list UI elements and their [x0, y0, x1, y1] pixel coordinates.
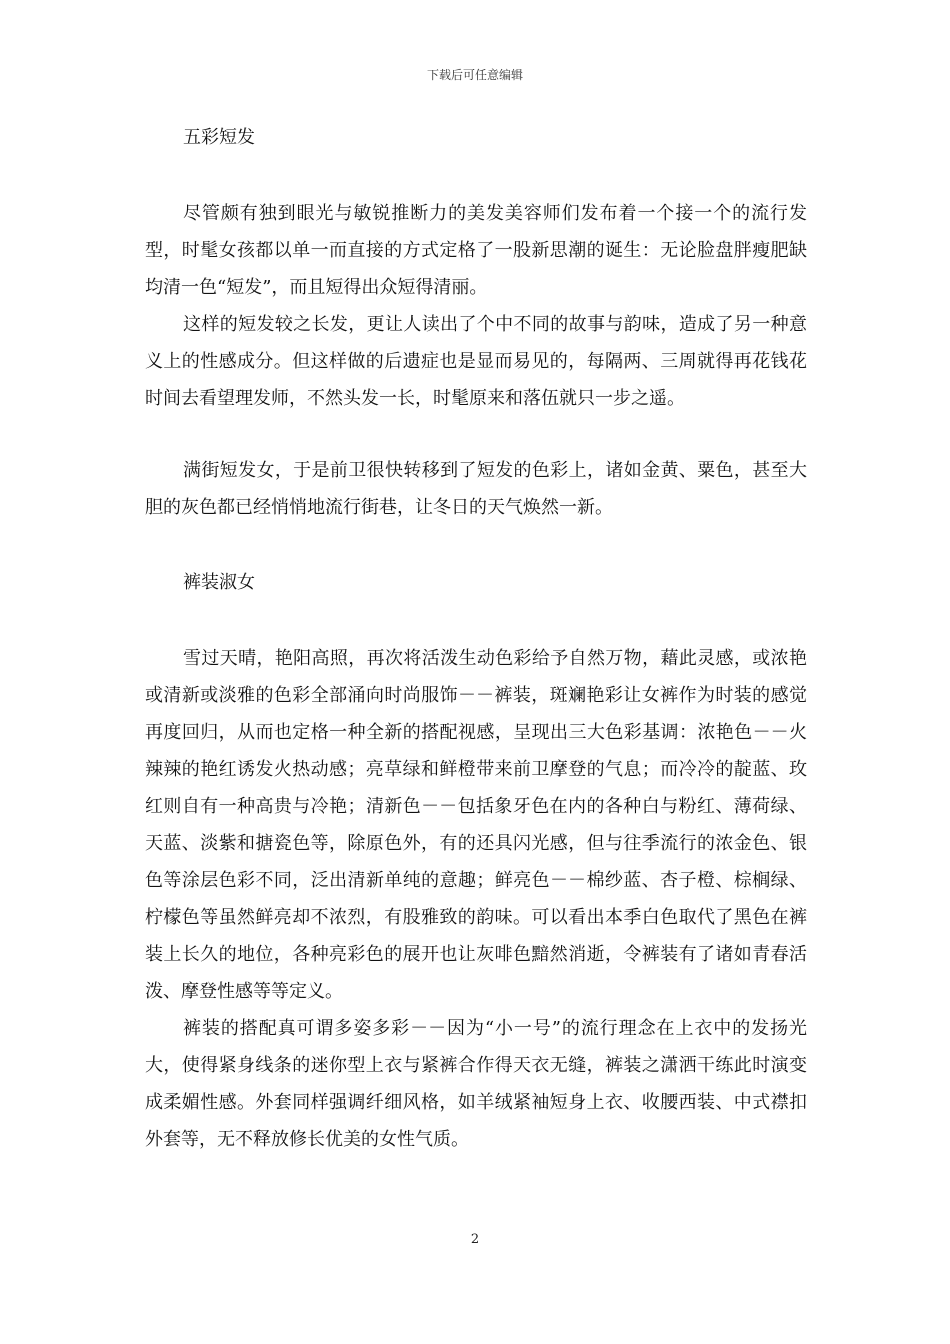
- spacer: [145, 602, 807, 640]
- spacer: [145, 526, 807, 564]
- document-body: [145, 119, 807, 1158]
- spacer: [145, 157, 807, 195]
- paragraph: 裤装的搭配真可谓多姿多彩－－因为“小一号”的流行理念在上衣中的发扬光大，使得紧身线条的迷你型上衣与紧裤合作得天衣无缝，裤装之潇洒干练此时演变成柔媚性感。外套同样强调纤细风格，如羊绒紧袖短身上衣、收腰西装、中式襟扣外套等，无不释放修长优美的女性气质。: [145, 1018, 807, 1150]
- section-heading-short-hair: 五彩短发: [183, 127, 255, 148]
- paragraph: 这样的短发较之长发，更让人读出了个中不同的故事与韵味，造成了另一种意义上的性感成分。但这样做的后遗症也是显而易见的，每隔两、三周就得再花钱花时间去看望理发师，不然头发一长，时髦原来和落伍就只一步之遥。: [145, 314, 807, 409]
- spacer: [145, 417, 807, 452]
- paragraph: 雪过天晴，艳阳高照，再次将活泼生动色彩给予自然万物，藉此灵感，或浓艳或清新或淡雅的色彩全部涌向时尚服饰－－裤装，斑斓艳彩让女裤作为时装的感觉再度回归，从而也定格一种全新的搭配视感，呈现出三大色彩基调：浓艳色－－火辣辣的艳红诱发火热动感；亮草绿和鲜橙带来前卫摩登的气息；而冷冷的靛蓝、玫红则自有一种高贵与冷艳；清新色－－包括象牙色在内的各种白与粉红、薄荷绿、天蓝、淡紫和搪瓷色等，除原色外，有的还具闪光感，但与往季流行的浓金色、银色等涂层色彩不同，泛出清新单纯的意趣；鲜亮色－－棉纱蓝、杏子橙、棕榈绿、柠檬色等虽然鲜亮却不浓烈，有股雅致的韵味。可以看出本季白色取代了黑色在裤装上长久的地位，各种亮彩色的展开也让灰啡色黯然消逝，令裤装有了诸如青春活泼、摩登性感等等定义。: [145, 648, 807, 1002]
- paragraph: 满街短发女，于是前卫很快转移到了短发的色彩上，诸如金黄、粟色，甚至大胆的灰色都已经悄悄地流行街巷，让冬日的天气焕然一新。: [145, 460, 807, 518]
- page-header: 下载后可任意编辑: [426, 68, 523, 82]
- paragraph: 尽管颇有独到眼光与敏锐推断力的美发美容师们发布着一个接一个的流行发型，时髦女孩都以单一而直接的方式定格了一股新思潮的诞生：无论脸盘胖瘦肥缺均清一色“短发”，而且短得出众短得清丽。: [145, 203, 807, 298]
- section-heading-trouser-lady: 裤装淑女: [183, 572, 255, 593]
- page-number: 2: [470, 1232, 480, 1247]
